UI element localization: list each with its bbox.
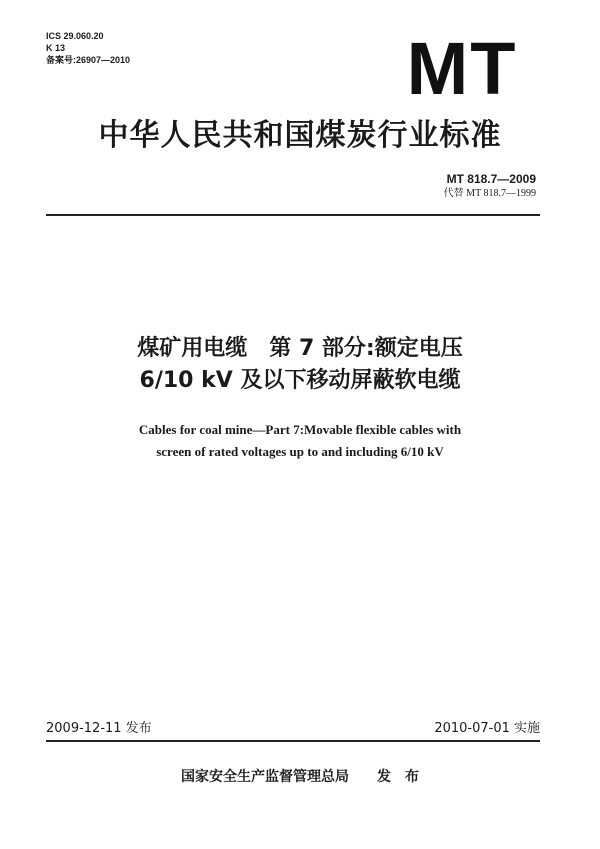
issuer [0, 767, 600, 787]
issuer-name: 国家安全生产监督管理总局 [181, 769, 349, 785]
standard-type-title: 中华人民共和国煤炭行业标准 [98, 118, 502, 153]
en-title-line-1: Cables for coal mine—Part 7:Movable flexible cables with [138, 422, 462, 437]
cn-title-line-1: 煤矿用电缆 第 7 部分:额定电压 [137, 336, 463, 361]
en-title-line-2: screen of rated voltages up to and including 6/10 kV [156, 444, 444, 459]
mt-logo: MT [406, 27, 518, 110]
issuer-action: 发 布 [377, 769, 419, 785]
record-number: 备案号:26907—2010 [46, 55, 131, 65]
cn-title-line-2: 6/10 kV 及以下移动屏蔽软电缆 [139, 368, 461, 393]
replaces-standard: 代替 MT 818.7—1999 [443, 188, 536, 199]
standard-number: MT 818.7—2009 [446, 172, 536, 186]
bottom-divider [46, 740, 540, 742]
publish-date: 2009-12-11 发布 [46, 721, 152, 736]
class-code: K 13 [46, 43, 66, 53]
ics-code: ICS 29.060.20 [46, 31, 104, 41]
implement-date: 2010-07-01 实施 [434, 721, 540, 736]
top-divider [46, 214, 540, 216]
